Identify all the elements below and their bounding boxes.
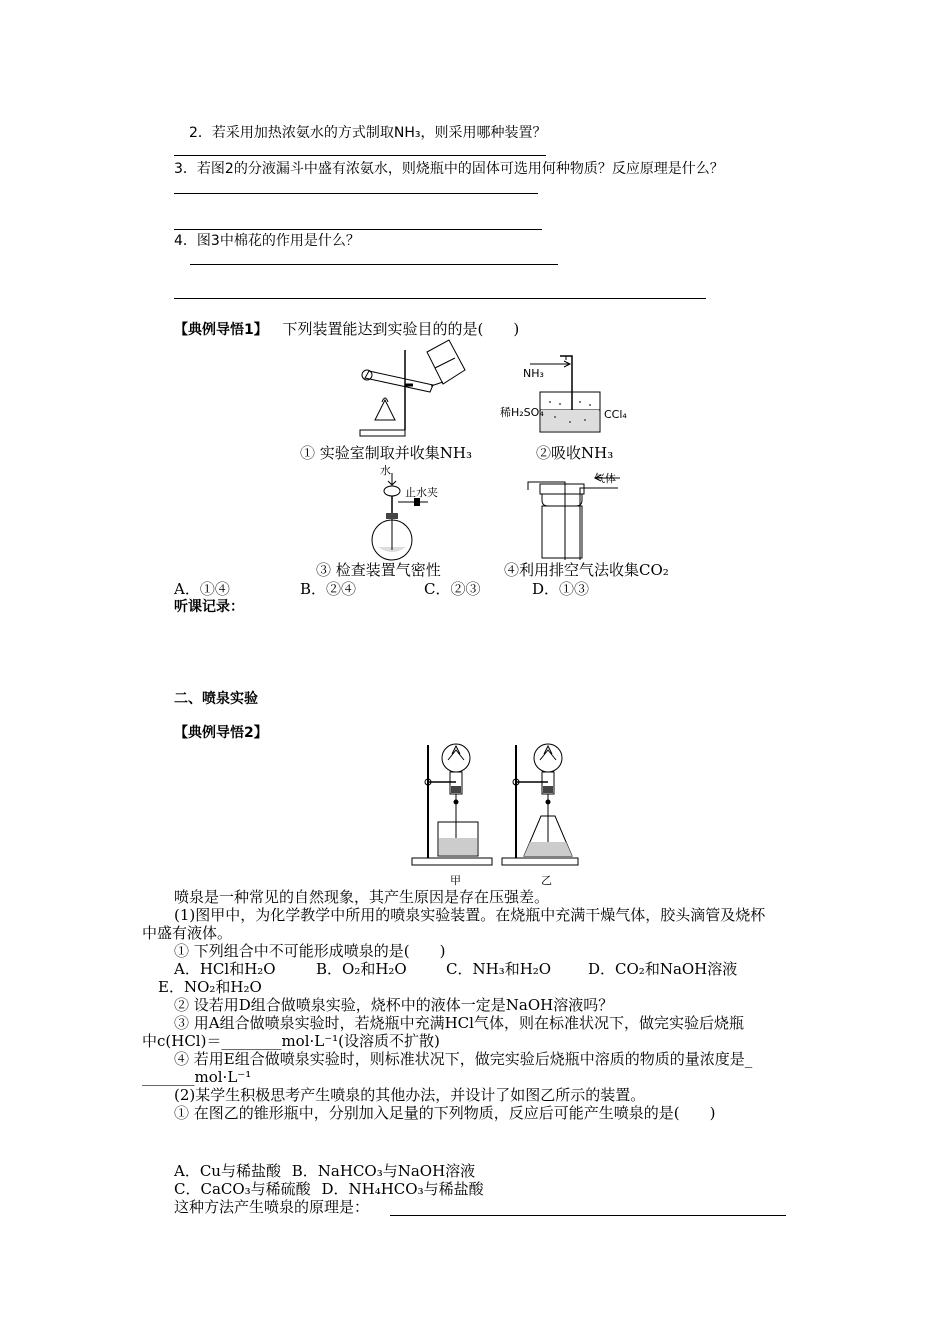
section-title: 二、喷泉实验 — [174, 691, 258, 707]
caption-1: ① 实验室制取并收集NH₃ — [300, 444, 472, 462]
figure-nh3-prep — [355, 340, 475, 440]
ex2-sub1-option-b: B．O₂和H₂O — [316, 960, 407, 978]
ex2-part2-options-ab — [174, 1162, 475, 1180]
answer-line — [390, 1215, 786, 1216]
answer-line — [174, 193, 538, 194]
label-water: 水 — [380, 464, 391, 477]
option-c: C．②③ — [424, 580, 481, 598]
caption-3: ③ 检查装置气密性 — [316, 561, 441, 579]
ex2-part1-line2: 中盛有液体。 — [142, 924, 233, 942]
example-question: 下列装置能达到实验目的的是( ) — [282, 320, 520, 338]
question-3: 3．若图2的分液漏斗中盛有浓氨水，则烧瓶中的固体可选用何种物质？反应原理是什么？ — [174, 161, 724, 177]
ex2-sub4-line2: _______mol·L⁻¹ — [142, 1068, 252, 1086]
answer-line — [190, 264, 558, 265]
label-yi: 乙 — [541, 874, 552, 887]
ex2-sub4-line1: ④ 若用E组合做喷泉实验时，则标准状况下，做完实验后烧瓶中溶质的物质的量浓度是_ — [174, 1050, 753, 1068]
ex2-intro: 喷泉是一种常见的自然现象，其产生原因是存在压强差。 — [174, 888, 550, 906]
ex2-part2-options-cd — [174, 1180, 484, 1198]
ex2-sub1-option-e: E．NO₂和H₂O — [158, 978, 262, 996]
ex2-sub1: ① 下列组合中不可能形成喷泉的是( ) — [174, 942, 446, 960]
ex2-sub3-line1: ③ 用A组合做喷泉实验时，若烧瓶中充满HCl气体，则在标准状况下，做完实验后烧瓶 — [174, 1014, 744, 1032]
notes-label: 听课记录： — [174, 599, 244, 615]
ex2-sub1-option-c: C．NH₃和H₂O — [446, 960, 552, 978]
figure-airtightness — [370, 465, 470, 565]
ex2-sub1-option-d: D．CO₂和NaOH溶液 — [588, 960, 738, 978]
caption-4: ④利用排空气法收集CO₂ — [504, 561, 669, 579]
ex2-part2-option-a: A．Cu与稀盐酸 — [174, 1162, 281, 1180]
answer-line — [174, 298, 706, 299]
question-2: 2．若采用加热浓氨水的方式制取NH₃，则采用哪种装置？ — [189, 125, 547, 141]
ex2-part1-line1: (1)图甲中，为化学教学中所用的喷泉实验装置。在烧瓶中充满干燥气体，胶头滴管及烧杯 — [174, 906, 766, 924]
example-2-label: 【典例导悟2】 — [174, 725, 268, 741]
ex2-principle: 这种方法产生喷泉的原理是： — [174, 1198, 370, 1216]
ex2-part2: (2)某学生积极思考产生喷泉的其他办法，并设计了如图乙所示的装置。 — [174, 1086, 646, 1104]
answer-line — [174, 229, 542, 230]
label-gas: 气体 — [594, 472, 616, 485]
ex2-part2-option-b: B．NaHCO₃与NaOH溶液 — [291, 1162, 476, 1180]
answer-line — [174, 155, 546, 156]
label-dilute-h2so4: 稀H₂SO₄ — [500, 406, 544, 419]
ex2-part2-option-d: D．NH₄HCO₃与稀盐酸 — [321, 1180, 484, 1198]
ex2-sub3-line2: 中c(HCl)＝________mol·L⁻¹(设溶质不扩散) — [142, 1032, 440, 1050]
figure-fountain — [408, 740, 578, 870]
option-d: D．①③ — [532, 580, 590, 598]
label-clamp: 止水夹 — [405, 486, 438, 499]
label-ccl4: CCl₄ — [604, 408, 627, 421]
ex2-part2-option-c: C．CaCO₃与稀硫酸 — [174, 1180, 311, 1198]
example-1-heading — [174, 320, 519, 339]
caption-2: ②吸收NH₃ — [536, 444, 614, 462]
ex2-part2-sub1: ① 在图乙的锥形瓶中，分别加入足量的下列物质，反应后可能产生喷泉的是( ) — [174, 1104, 716, 1122]
figure-collect-co2 — [520, 470, 640, 565]
label-jia: 甲 — [450, 874, 461, 887]
question-4: 4．图3中棉花的作用是什么？ — [174, 233, 360, 249]
example-label: 【典例导悟1】 — [174, 322, 268, 338]
ex2-sub1-option-a: A．HCl和H₂O — [174, 960, 276, 978]
label-nh3: NH₃ — [523, 367, 544, 380]
option-a: A．①④ — [174, 580, 230, 598]
option-b: B．②④ — [300, 580, 357, 598]
ex2-sub2: ② 设若用D组合做喷泉实验，烧杯中的液体一定是NaOH溶液吗？ — [174, 996, 614, 1014]
